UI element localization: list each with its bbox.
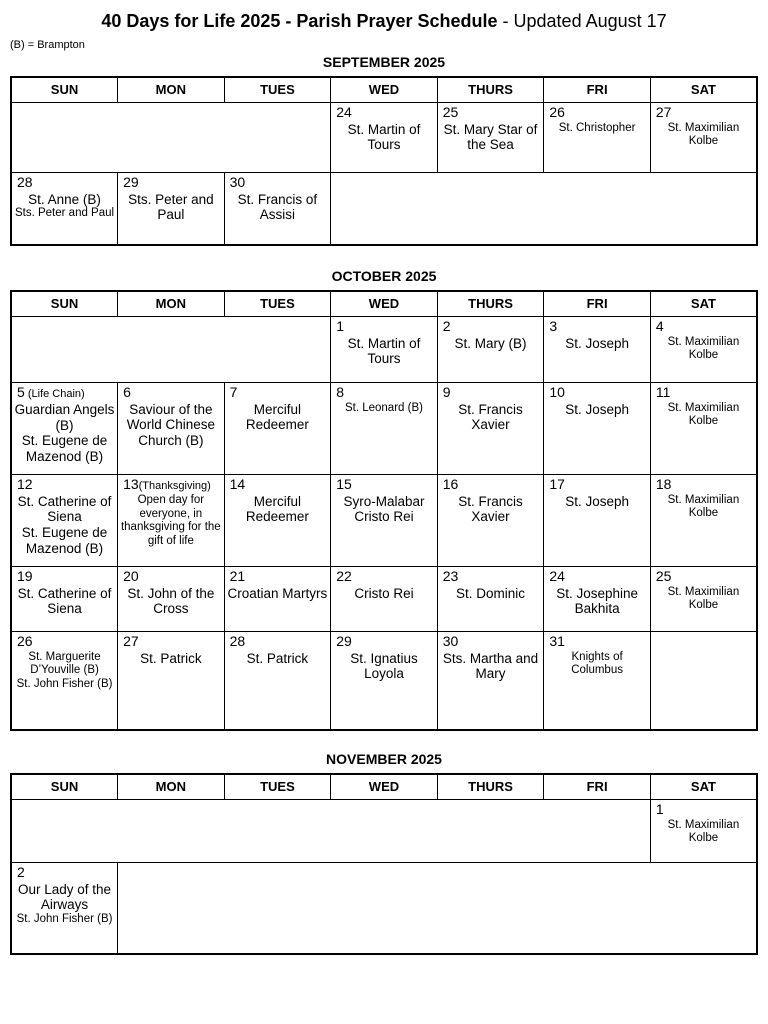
day-header-wed: WED (331, 774, 438, 800)
day-header-sat: SAT (650, 291, 757, 317)
day-number-line (440, 104, 542, 122)
page-title (10, 11, 758, 33)
day-entry: St. Dominic (456, 585, 526, 601)
day-number: 2 (17, 864, 25, 881)
day-number-line (227, 568, 329, 586)
day-number: 18 (655, 476, 672, 493)
day-entry: St. Anne (B) (28, 191, 101, 207)
day-header-mon: MON (118, 774, 225, 800)
day-number: 1 (336, 318, 344, 335)
day-header-tues: TUES (224, 77, 331, 103)
day-entry: Cristo Rei (354, 585, 414, 601)
day-header-mon: MON (118, 77, 225, 103)
day-number-line (653, 104, 754, 122)
day-header-tues: TUES (224, 291, 331, 317)
day-entry: St. Francis Xavier (458, 401, 523, 433)
day-entry: St. Joseph (565, 401, 629, 417)
day-number-line (440, 384, 542, 402)
day-number: 1 (655, 801, 664, 818)
day-entry: St. John of the Cross (127, 585, 215, 617)
day-entry: Merciful Redeemer (245, 401, 309, 433)
day-cell-27 (118, 632, 225, 730)
day-number: 29 (123, 174, 139, 191)
day-cell-2 (437, 317, 544, 383)
day-entry: St. Maximilian Kolbe (667, 493, 740, 520)
day-number: 26 (17, 633, 33, 650)
day-cell-23 (437, 567, 544, 632)
day-number: 12 (17, 476, 33, 493)
day-entry: St. Francis of Assisi (237, 191, 318, 223)
month-title-november: NOVEMBER 2025 (326, 750, 442, 767)
day-entry: St. John Fisher (B) (16, 678, 113, 691)
day-header-fri: FRI (544, 77, 651, 103)
day-header-fri: FRI (544, 774, 651, 800)
day-number: 29 (336, 633, 352, 650)
day-cell-30 (224, 173, 331, 245)
calendar-months (10, 54, 758, 955)
day-cell-29 (331, 632, 438, 730)
day-entry: St. Martin of Tours (347, 121, 421, 153)
day-number: 20 (123, 568, 139, 585)
day-cell-4 (650, 317, 757, 383)
day-number: 11 (655, 384, 671, 401)
day-cell-13 (118, 475, 225, 567)
day-cell-2 (11, 863, 118, 954)
day-cell-25 (437, 103, 544, 173)
day-cell-3 (544, 317, 651, 383)
empty-cell (331, 173, 757, 245)
day-cell-30 (437, 632, 544, 730)
day-cell-1 (331, 317, 438, 383)
day-cell-10 (544, 383, 651, 475)
day-number: 5 (17, 384, 25, 401)
day-cell-12 (11, 475, 118, 567)
day-header-thurs: THURS (437, 774, 544, 800)
day-number-line (546, 384, 648, 402)
day-number: 19 (17, 568, 33, 585)
day-note: (Thanksgiving) (138, 480, 211, 493)
day-number: 24 (549, 568, 565, 585)
month-section-november (10, 751, 758, 955)
day-header-sat: SAT (650, 77, 757, 103)
day-number-line (546, 568, 648, 586)
day-number-line (546, 633, 648, 651)
empty-cell (11, 317, 331, 383)
day-number-line (227, 633, 329, 651)
day-entry: St. Christopher (558, 121, 636, 134)
day-entry: St. Catherine of Siena (17, 585, 112, 617)
title-updated: - Updated August 17 (497, 11, 667, 31)
day-entry: St. Josephine Bakhita (556, 585, 638, 617)
day-entry: St. Patrick (246, 650, 309, 666)
day-number-line (546, 104, 648, 122)
day-entry: Croatian Martyrs (227, 585, 328, 601)
day-number: 24 (336, 104, 352, 121)
day-entry: St. Maximilian Kolbe (667, 585, 740, 612)
day-number-line (333, 568, 435, 586)
day-entry: St. Ignatius Loyola (350, 650, 418, 682)
day-cell-18 (650, 475, 757, 567)
day-header-sun: SUN (11, 77, 118, 103)
day-number-line (14, 633, 115, 651)
day-number-line (440, 476, 542, 494)
day-number-line (333, 633, 435, 651)
day-number: 27 (123, 633, 139, 650)
day-number-line (653, 476, 754, 494)
day-number-line (333, 476, 435, 494)
day-number: 26 (549, 104, 565, 121)
day-entry: St. John Fisher (B) (16, 913, 113, 926)
day-header-sun: SUN (11, 774, 118, 800)
day-cell-21 (224, 567, 331, 632)
day-number: 22 (336, 568, 352, 585)
day-number: 30 (442, 633, 459, 650)
day-number: 7 (229, 384, 238, 401)
day-header-row (11, 77, 757, 103)
day-header-wed: WED (331, 77, 438, 103)
day-entry: Sts. Peter and Paul (14, 207, 115, 220)
day-number: 28 (229, 633, 246, 650)
day-entry: St. Maximilian Kolbe (667, 401, 740, 428)
day-cell-7 (224, 383, 331, 475)
day-number-line (546, 318, 648, 336)
day-number-line (333, 318, 435, 336)
day-entry: Open day for everyone, in thanksgiving for the gift of life (120, 493, 221, 548)
day-cell-28 (11, 173, 118, 245)
day-header-row (11, 774, 757, 800)
month-title-september: SEPTEMBER 2025 (322, 53, 446, 70)
title-main: 40 Days for Life 2025 - Parish Prayer Schedule (101, 11, 498, 31)
day-cell-5 (11, 383, 118, 475)
day-number-line (14, 476, 115, 494)
day-cell-19 (11, 567, 118, 632)
day-entry: St. Francis Xavier (458, 493, 523, 525)
day-entry: St. Eugene de Mazenod (B) (21, 525, 108, 556)
day-header-tues: TUES (224, 774, 331, 800)
day-header-sat: SAT (650, 774, 757, 800)
empty-cell (118, 863, 757, 954)
day-number-line (14, 174, 115, 192)
calendar-table-september (10, 76, 758, 246)
calendar-table-november (10, 773, 758, 955)
day-cell-24 (544, 567, 651, 632)
day-entry: Guardian Angels (B) (14, 401, 115, 433)
week-row (11, 863, 757, 954)
day-number-line (546, 476, 648, 494)
week-row (11, 383, 757, 475)
day-entry: St. Joseph (565, 335, 629, 351)
month-title-october: OCTOBER 2025 (331, 267, 437, 284)
day-cell-31 (544, 632, 651, 730)
day-note: (Life Chain) (24, 388, 85, 401)
day-number-line (227, 476, 329, 494)
day-number: 23 (442, 568, 459, 585)
week-row (11, 800, 757, 863)
day-cell-11 (650, 383, 757, 475)
day-entry: St. Catherine of Siena (17, 493, 112, 525)
calendar-table-october (10, 290, 758, 731)
day-cell-6 (118, 383, 225, 475)
day-number: 2 (442, 318, 451, 335)
month-section-september (10, 54, 758, 246)
week-row (11, 632, 757, 730)
day-entry: St. Mary (B) (454, 335, 527, 351)
empty-cell (650, 632, 757, 730)
day-entry: St. Martin of Tours (347, 335, 421, 367)
day-header-thurs: THURS (437, 291, 544, 317)
day-cell-15 (331, 475, 438, 567)
day-number: 13 (123, 476, 139, 493)
week-row (11, 173, 757, 245)
day-entry: Sts. Martha and Mary (442, 650, 539, 682)
day-entry: St. Marguerite D’Youville (B) (28, 650, 101, 677)
day-number-line (653, 384, 754, 402)
day-cell-28 (224, 632, 331, 730)
day-entry: Syro-Malabar Cristo Rei (343, 493, 425, 525)
day-cell-27 (650, 103, 757, 173)
day-number-line (653, 801, 754, 819)
day-number-line (120, 633, 222, 651)
day-cell-14 (224, 475, 331, 567)
day-number: 27 (655, 104, 672, 121)
day-cell-29 (118, 173, 225, 245)
day-header-wed: WED (331, 291, 438, 317)
week-row (11, 317, 757, 383)
day-number-line (14, 864, 115, 882)
day-cell-17 (544, 475, 651, 567)
day-entry: St. Maximilian Kolbe (667, 121, 740, 148)
day-number: 16 (442, 476, 459, 493)
day-number-line (227, 384, 329, 402)
day-entry: St. Maximilian Kolbe (667, 818, 740, 845)
day-entry: Merciful Redeemer (245, 493, 309, 525)
day-cell-26 (544, 103, 651, 173)
day-number-line (14, 384, 115, 402)
day-number-line (333, 104, 435, 122)
day-number: 25 (442, 104, 459, 121)
day-header-sun: SUN (11, 291, 118, 317)
day-number: 9 (442, 384, 451, 401)
day-number: 31 (549, 633, 565, 650)
day-number: 28 (17, 174, 33, 191)
day-entry: St. Patrick (140, 650, 202, 666)
day-number-line (653, 568, 754, 586)
day-entry: St. Mary Star of the Sea (443, 121, 538, 153)
day-header-thurs: THURS (437, 77, 544, 103)
day-number: 15 (336, 476, 352, 493)
day-number-line (120, 174, 222, 192)
day-header-fri: FRI (544, 291, 651, 317)
day-header-row (11, 291, 757, 317)
day-number-line (333, 384, 435, 402)
day-number-line (227, 174, 329, 192)
day-number-line (440, 318, 542, 336)
day-number: 25 (655, 568, 672, 585)
day-entry: Sts. Peter and Paul (128, 191, 214, 223)
day-number-line (440, 633, 542, 651)
day-header-mon: MON (118, 291, 225, 317)
day-number: 21 (229, 568, 246, 585)
day-number: 6 (123, 384, 131, 401)
day-entry: Saviour of the World Chinese Church (B) (126, 401, 215, 449)
day-number-line (653, 318, 754, 336)
day-cell-26 (11, 632, 118, 730)
day-cell-25 (650, 567, 757, 632)
month-section-october (10, 268, 758, 731)
day-number-line (120, 568, 222, 586)
day-number-line (120, 384, 222, 402)
day-entry: Knights of Columbus (571, 650, 623, 677)
day-entry: St. Joseph (565, 493, 629, 509)
day-number: 14 (229, 476, 246, 493)
day-cell-24 (331, 103, 438, 173)
day-number: 17 (549, 476, 565, 493)
day-cell-20 (118, 567, 225, 632)
day-number-line (14, 568, 115, 586)
week-row (11, 475, 757, 567)
day-entry: Our Lady of the Airways (18, 881, 112, 913)
day-number: 30 (229, 174, 246, 191)
day-number: 3 (549, 318, 558, 335)
day-entry: St. Eugene de Mazenod (B) (21, 433, 108, 465)
week-row (11, 567, 757, 632)
day-cell-16 (437, 475, 544, 567)
day-cell-8 (331, 383, 438, 475)
day-entry: St. Leonard (B) (344, 401, 423, 414)
week-row (11, 103, 757, 173)
day-cell-1 (650, 800, 757, 863)
day-cell-9 (437, 383, 544, 475)
day-number-line (120, 476, 222, 494)
empty-cell (11, 800, 650, 863)
day-number-line (440, 568, 542, 586)
day-cell-22 (331, 567, 438, 632)
empty-cell (11, 103, 331, 173)
day-number: 4 (655, 318, 664, 335)
day-number: 8 (336, 384, 344, 401)
day-number: 10 (549, 384, 565, 401)
day-entry: St. Maximilian Kolbe (667, 335, 740, 362)
legend-note: (B) = Brampton (10, 38, 85, 51)
